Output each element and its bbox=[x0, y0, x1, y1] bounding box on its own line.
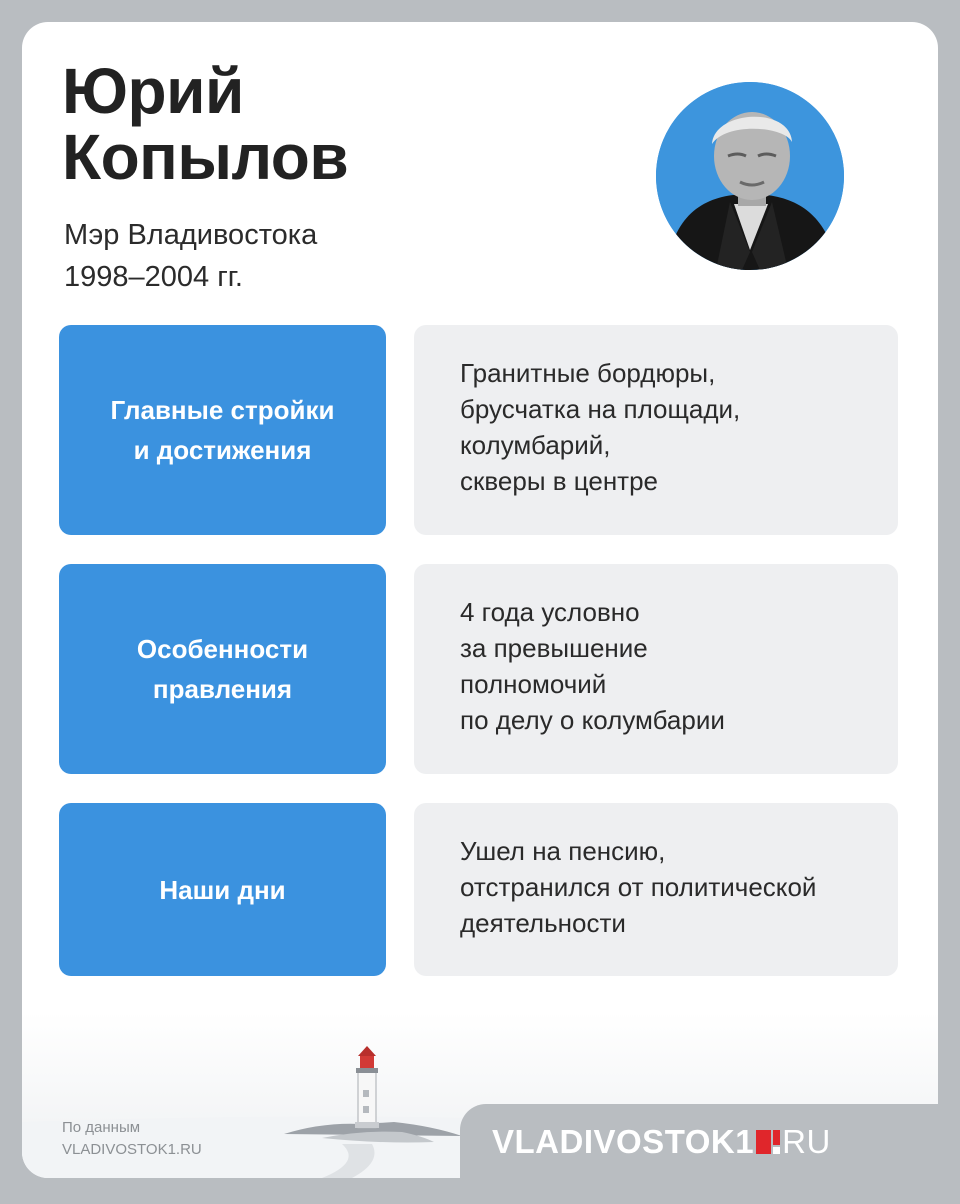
last-name: Копылов bbox=[62, 121, 349, 193]
row-text bbox=[414, 564, 898, 774]
label-line: и достижения bbox=[133, 435, 312, 465]
person-role bbox=[64, 214, 317, 298]
text-line: 4 года условно bbox=[460, 597, 640, 627]
data-source bbox=[62, 1117, 202, 1161]
text-line: отстранился от политической bbox=[460, 872, 817, 902]
person-name bbox=[62, 55, 349, 193]
infographic-card bbox=[22, 22, 938, 1178]
portrait-photo bbox=[656, 82, 844, 270]
text-line: по делу о колумбарии bbox=[460, 705, 725, 735]
role-years: 1998–2004 гг. bbox=[64, 261, 243, 293]
role-title: Мэр Владивостока bbox=[64, 219, 318, 251]
text-line: Ушел на пенсию, bbox=[460, 836, 666, 866]
brand-suffix: RU bbox=[782, 1123, 831, 1160]
text-line: Гранитные бордюры, bbox=[460, 358, 716, 388]
text-line: полномочий bbox=[460, 669, 607, 699]
row-label bbox=[59, 803, 386, 976]
info-row-present-day bbox=[59, 803, 898, 976]
row-text bbox=[414, 803, 898, 976]
info-row-governance bbox=[59, 564, 898, 774]
row-text bbox=[414, 325, 898, 535]
text-line: колумбарий, bbox=[460, 430, 611, 460]
text-line: за превышение bbox=[460, 633, 648, 663]
text-line: скверы в центре bbox=[460, 466, 659, 496]
text-line: деятельности bbox=[460, 908, 626, 938]
row-label bbox=[59, 564, 386, 774]
brand-square-icon bbox=[756, 1130, 780, 1154]
source-label: По данным bbox=[62, 1119, 141, 1136]
brand-logo bbox=[492, 1122, 831, 1162]
row-label bbox=[59, 325, 386, 535]
brand-name: VLADIVOSTOK1 bbox=[492, 1123, 755, 1160]
source-site: VLADIVOSTOK1.RU bbox=[62, 1141, 202, 1158]
info-row-achievements bbox=[59, 325, 898, 535]
label-line: правления bbox=[152, 674, 293, 704]
label-line: Особенности bbox=[136, 634, 309, 664]
label-line: Главные стройки bbox=[110, 395, 335, 425]
text-line: брусчатка на площади, bbox=[460, 394, 741, 424]
first-name: Юрий bbox=[62, 55, 244, 127]
label-line: Наши дни bbox=[159, 874, 286, 905]
